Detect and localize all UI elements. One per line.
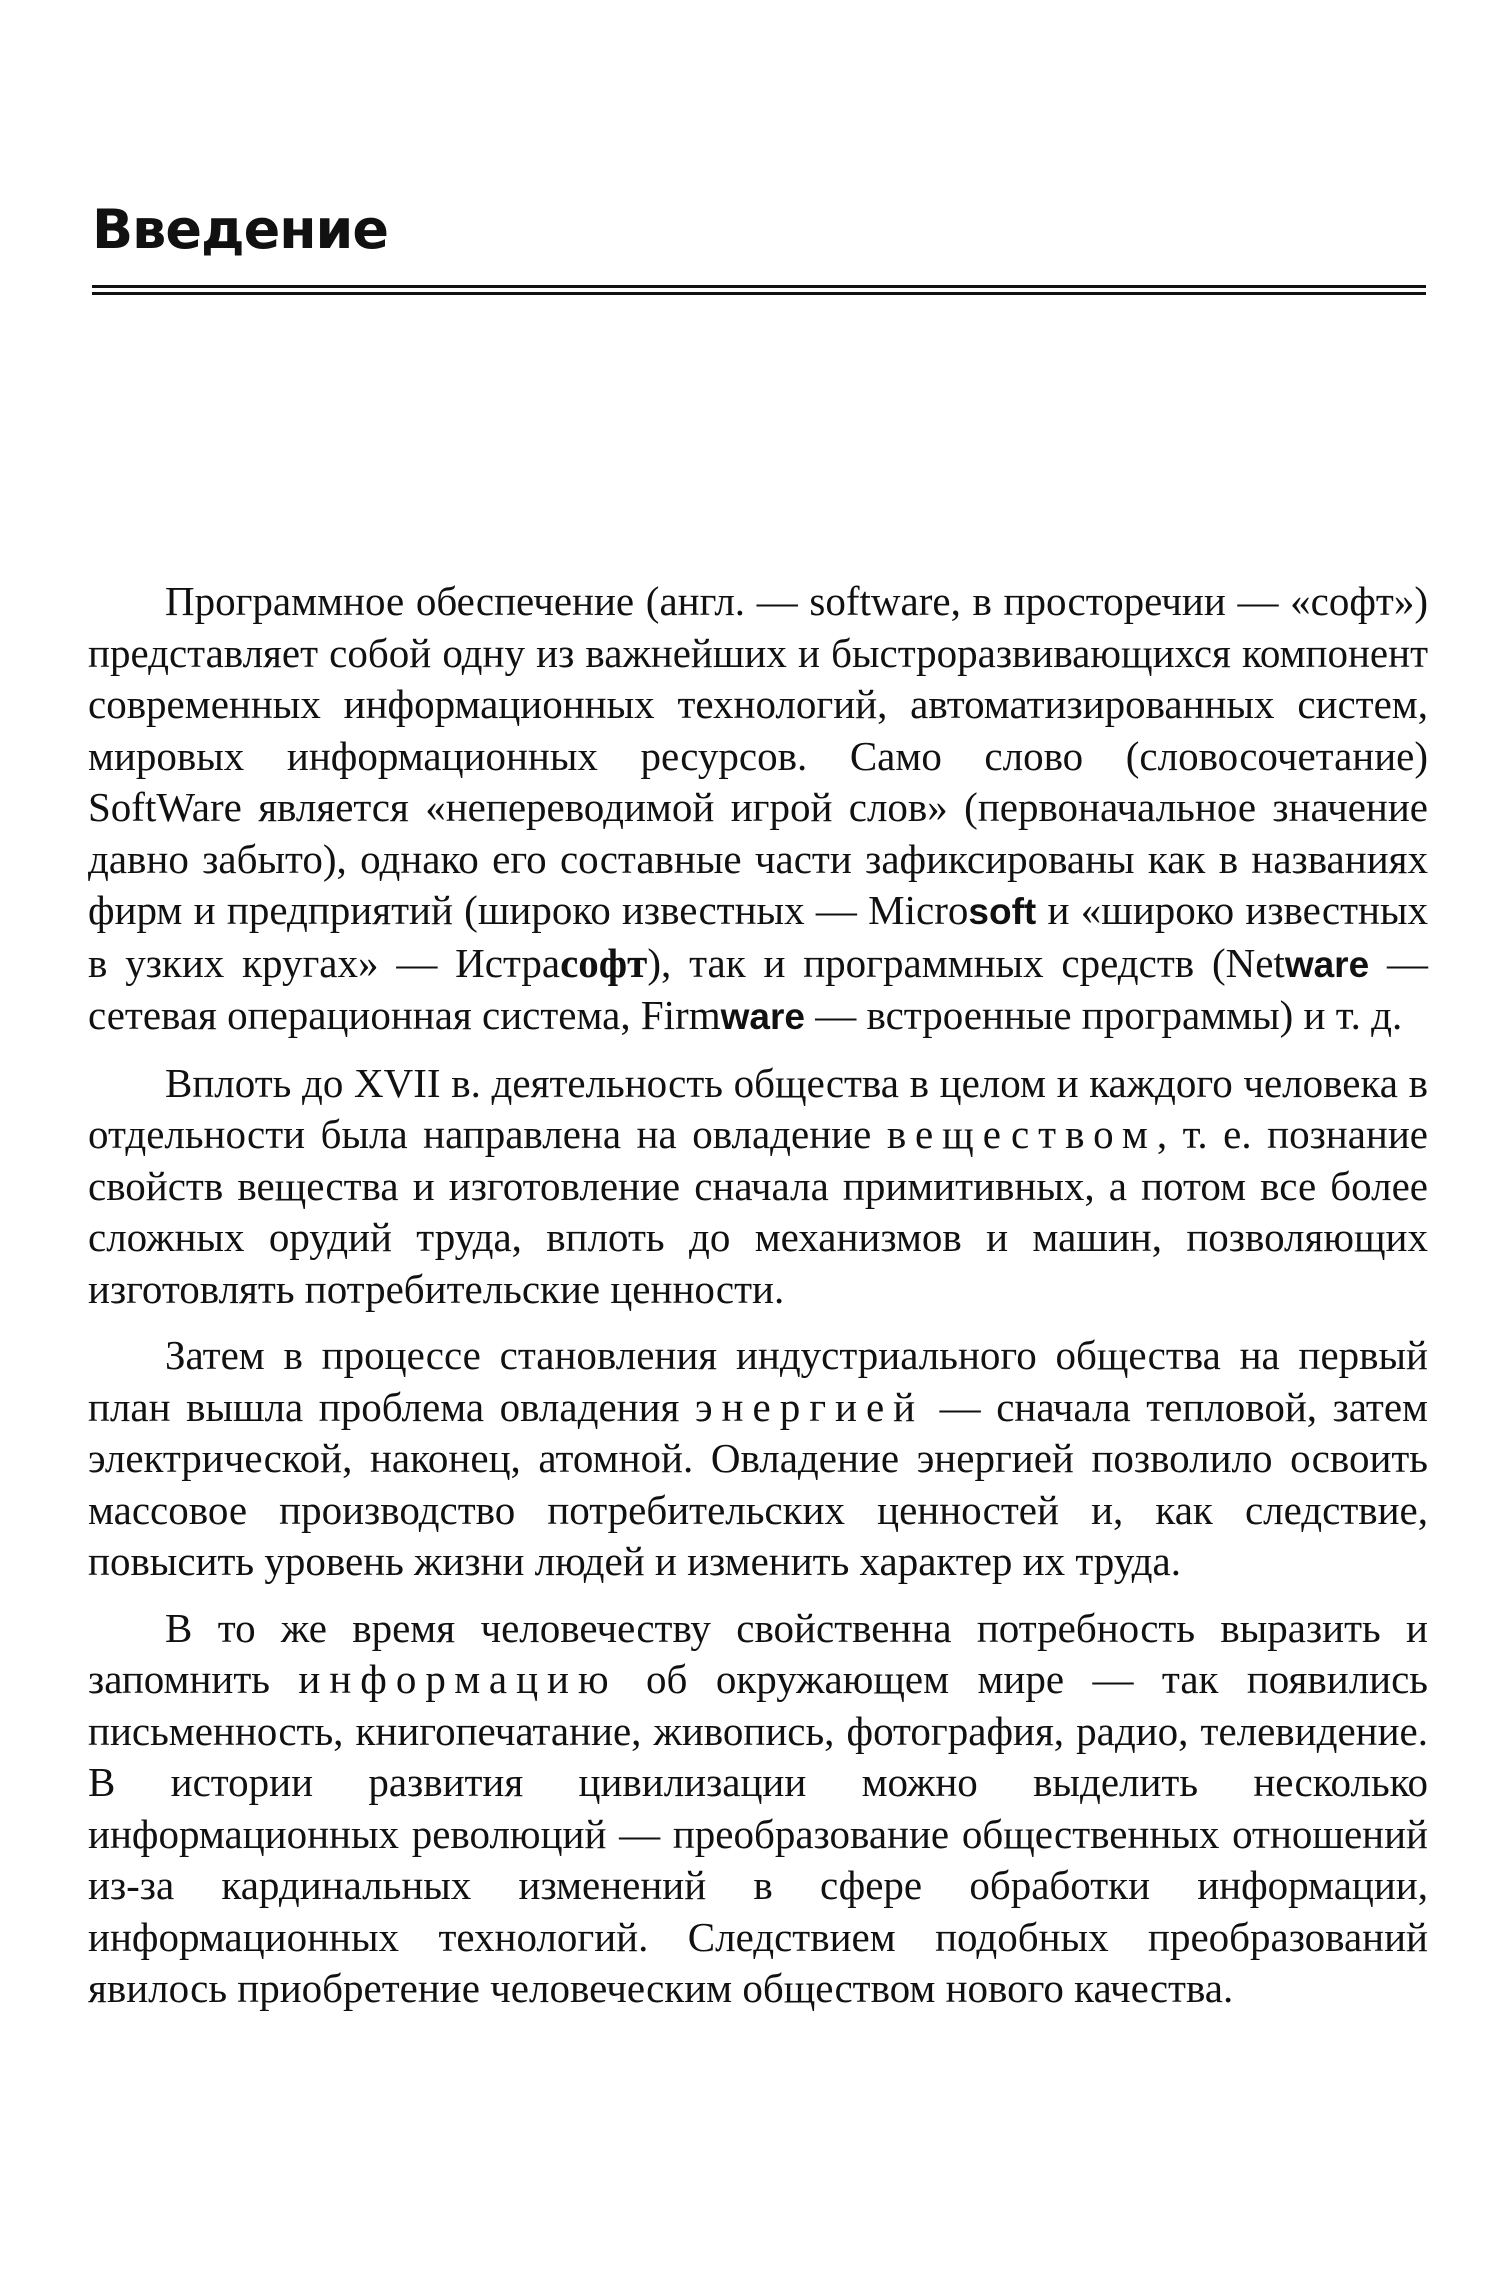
text-run: В то же время человечеству свойственна потребность выразить и запомнить <box>88 1604 1428 1702</box>
text-run-spaced: энергией <box>694 1383 925 1430</box>
text-run-bold: ware <box>720 996 805 1037</box>
text-run-bold: soft <box>968 891 1037 932</box>
text-run: — встроенные программы) и т. д. <box>804 992 1403 1038</box>
chapter-body <box>88 576 1428 2030</box>
text-run: и «широко известных в узких кругах» — Истра <box>88 887 1428 986</box>
text-run: — сначала тепловой, затем электрической, наконец, атомной. Овладение энергией позволило освоить массовое производство потребительских ценностей и, как следствие, повысить уровень жизни людей и изменить характер их труда. <box>88 1383 1428 1584</box>
title-double-rule <box>92 285 1426 295</box>
paragraph-information <box>88 1603 1428 2015</box>
text-run-spaced: веществом <box>886 1111 1157 1157</box>
text-run: , т. е. познание свойств вещества и изготовление сначала примитивных, а потом все более сложных орудий труда, вплоть до механизмов и машин, позволяющих изготовлять потребительские ценности. <box>88 1111 1429 1312</box>
text-run: об окружающем мире — так появились письменность, книгопечатание, живопись, фотография, радио, телевидение. В истории развития цивилизации можно выделить несколько информационных революций — преобразование общественных отношений из-за кардинальных изменений в сфере обработки информации, информационных технологий. Следствием подобных преобразований явилось приобретение человеческим обществом нового качества. <box>88 1656 1428 2011</box>
text-run: Затем в процессе становления индустриального общества на первый план вышла проблема овладения <box>88 1332 1428 1430</box>
text-run: Вплоть до XVII в. деятельность общества в целом и каждого человека в отдельности была направлена на овладение <box>88 1059 1428 1157</box>
text-run-spaced: информацию <box>298 1656 618 1702</box>
chapter-title: Введение <box>92 198 388 261</box>
text-run: ), так и программных средств (Net <box>647 939 1285 986</box>
text-run-bold: софт <box>560 939 648 986</box>
paragraph-substance <box>88 1058 1428 1316</box>
text-run: Программное обеспечение (англ. — software, в просторечии — «софт») представляет собой одну из важнейших и быстроразвивающихся компонент современных информационных технологий, автоматизированных систем, мировых информационных ресурсов. Само слово (словосочетание) SoftWare является «непереводимой игрой слов» (первоначальное значение давно забыто), однако его составные части зафиксированы как в названиях фирм и предприятий (широко известных — Micro <box>88 578 1428 933</box>
paragraph-energy <box>88 1330 1428 1588</box>
paragraph-software <box>88 576 1428 1043</box>
text-run-bold: ware <box>1284 943 1370 985</box>
text-run: — сетевая операционная система, Firm <box>88 939 1428 1038</box>
